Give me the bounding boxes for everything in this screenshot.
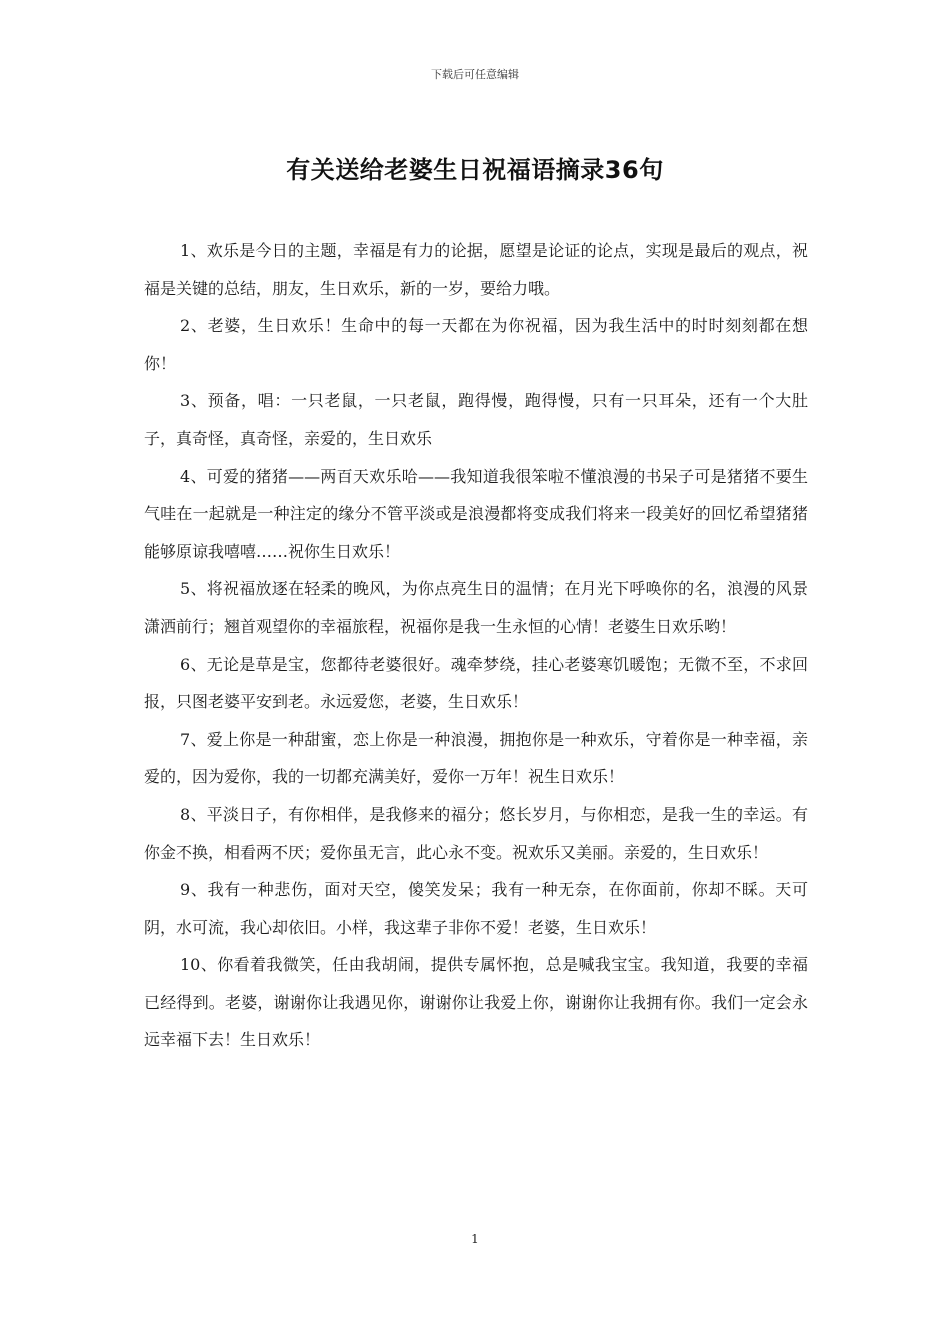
document-title: 有关送给老婆生日祝福语摘录36句 xyxy=(286,156,664,184)
paragraph-6: 6、无论是草是宝，您都待老婆很好。魂牵梦绕，挂心老婆寒饥暖饱；无微不至，不求回报，只图老婆平安到老。永远爱您，老婆，生日欢乐！ xyxy=(144,654,808,712)
page-number: 1 xyxy=(471,1232,479,1246)
paragraph-10: 10、你看着我微笑，任由我胡闹，提供专属怀抱，总是喊我宝宝。我知道，我要的幸福已经得到。老婆，谢谢你让我遇见你，谢谢你让我爱上你，谢谢你让我拥有你。我们一定会永远幸福下去！生日欢乐！ xyxy=(144,955,808,1050)
paragraph-8: 8、平淡日子，有你相伴，是我修来的福分；悠长岁月，与你相恋，是我一生的幸运。有你金不换，相看两不厌；爱你虽无言，此心永不变。祝欢乐又美丽。亲爱的，生日欢乐！ xyxy=(144,804,808,862)
paragraph-7: 7、爱上你是一种甜蜜，恋上你是一种浪漫，拥抱你是一种欢乐，守着你是一种幸福，亲爱的，因为爱你，我的一切都充满美好，爱你一万年！祝生日欢乐！ xyxy=(144,729,808,787)
paragraph-2: 2、老婆，生日欢乐！生命中的每一天都在为你祝福，因为我生活中的时时刻刻都在想你！ xyxy=(144,316,808,373)
paragraph-5: 5、将祝福放逐在轻柔的晚风，为你点亮生日的温情；在月光下呼唤你的名，浪漫的风景潇洒前行；翘首观望你的幸福旅程，祝福你是我一生永恒的心情！老婆生日欢乐哟！ xyxy=(144,579,808,636)
document-body xyxy=(144,232,808,1059)
paragraph-4: 4、可爱的猪猪——两百天欢乐哈——我知道我很笨啦不懂浪漫的书呆子可是猪猪不要生气哇在一起就是一种注定的缘分不管平淡或是浪漫都将变成我们将来一段美好的回忆希望猪猪能够原谅我嘻嘻……祝你生日欢乐！ xyxy=(144,466,808,561)
paragraph-9: 9、我有一种悲伤，面对天空，傻笑发呆；我有一种无奈，在你面前，你却不睬。天可阴，水可流，我心却依旧。小样，我这辈子非你不爱！老婆，生日欢乐！ xyxy=(144,880,808,937)
header-note: 下载后可任意编辑 xyxy=(431,68,519,81)
paragraph-3: 3、预备，唱：一只老鼠，一只老鼠，跑得慢，跑得慢，只有一只耳朵，还有一个大肚子，真奇怪，真奇怪，亲爱的，生日欢乐 xyxy=(144,391,808,448)
paragraph-1: 1、欢乐是今日的主题，幸福是有力的论据，愿望是论证的论点，实现是最后的观点，祝福是关键的总结，朋友，生日欢乐，新的一岁，要给力哦。 xyxy=(144,241,808,298)
